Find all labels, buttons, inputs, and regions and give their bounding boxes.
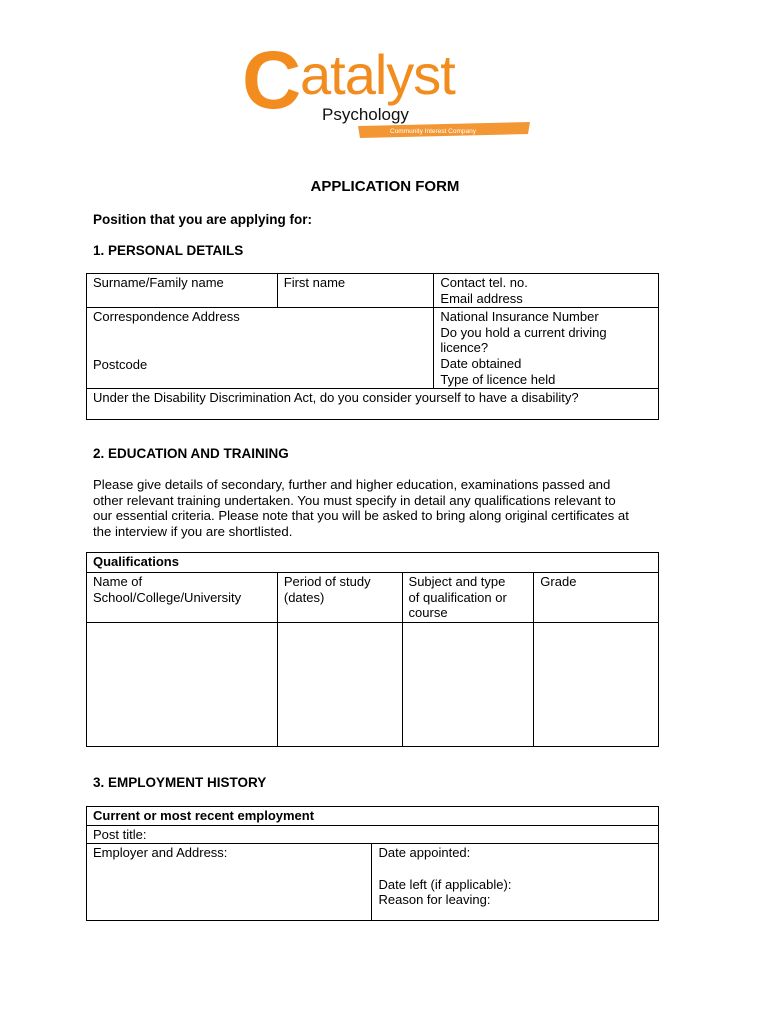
education-heading: 2. EDUCATION AND TRAINING [93, 446, 289, 461]
date-appointed-label: Date appointed: [378, 845, 471, 861]
post-title-label: Post title: [93, 826, 147, 842]
logo-initial-c: C [242, 35, 302, 126]
col-grade-header: Grade [534, 573, 659, 623]
employment-title: Current or most recent employment [87, 807, 659, 826]
svg-text:atalyst: atalyst [300, 43, 455, 106]
qualifications-table [86, 552, 659, 747]
personal-details-table [86, 273, 659, 420]
licence-field[interactable] [434, 308, 659, 389]
first-name-label: First name [283, 275, 346, 290]
employment-heading: 3. EMPLOYMENT HISTORY [93, 775, 267, 790]
col-subject-header: Subject and type of qualification or course [402, 573, 534, 623]
licence-question-label-cont: licence? [440, 340, 489, 356]
qualifications-title: Qualifications [87, 553, 659, 573]
disability-question: Under the Disability Discrimination Act, do you consider yourself to have a disability? [93, 390, 579, 406]
contact-field[interactable] [434, 274, 659, 308]
employer-label: Employer and Address: [93, 845, 228, 861]
ni-number-label: National Insurance Number [440, 309, 599, 325]
dates-field[interactable] [372, 844, 659, 921]
licence-type-label: Type of licence held [440, 371, 556, 387]
licence-question-label: Do you hold a current driving [440, 324, 607, 340]
grade-input-cell[interactable] [534, 622, 659, 746]
personal-details-heading: 1. PERSONAL DETAILS [93, 243, 244, 258]
logo-tagline: Community Interest Company [390, 128, 476, 135]
first-name-field[interactable] [277, 274, 434, 308]
employer-field[interactable] [87, 844, 372, 921]
reason-label: Reason for leaving: [378, 892, 491, 908]
date-obtained-label: Date obtained [440, 355, 522, 371]
surname-label: Surname/Family name [93, 275, 224, 290]
postcode-label: Postcode [93, 356, 148, 372]
logo-subtitle: Psychology [322, 105, 409, 124]
contact-label: Contact tel. no. [440, 275, 528, 290]
date-left-label: Date left (if applicable): [378, 876, 512, 892]
position-prompt: Position that you are applying for: [93, 212, 313, 227]
col-school-header: Name of School/College/University [87, 573, 278, 623]
subject-input-cell[interactable] [402, 622, 534, 746]
email-label: Email address [440, 290, 523, 306]
employment-table [86, 806, 659, 921]
period-input-cell[interactable] [277, 622, 402, 746]
post-title-field[interactable] [87, 825, 659, 844]
surname-field[interactable] [87, 274, 278, 308]
address-field[interactable] [87, 308, 434, 389]
disability-field[interactable] [87, 389, 659, 420]
education-instructions: Please give details of secondary, further and higher education, examinations passed and other relevant training undertaken. You must specify in detail any qualifications relevant to our essential criteria. Please note that you will be asked to bring along original certificates at the interview if you are shortlisted. [93, 477, 629, 539]
form-title: APPLICATION FORM [310, 178, 460, 195]
catalyst-psychology-logo [240, 30, 540, 142]
address-label: Correspondence Address [93, 309, 240, 325]
col-period-header: Period of study (dates) [277, 573, 402, 623]
school-input-cell[interactable] [87, 622, 278, 746]
